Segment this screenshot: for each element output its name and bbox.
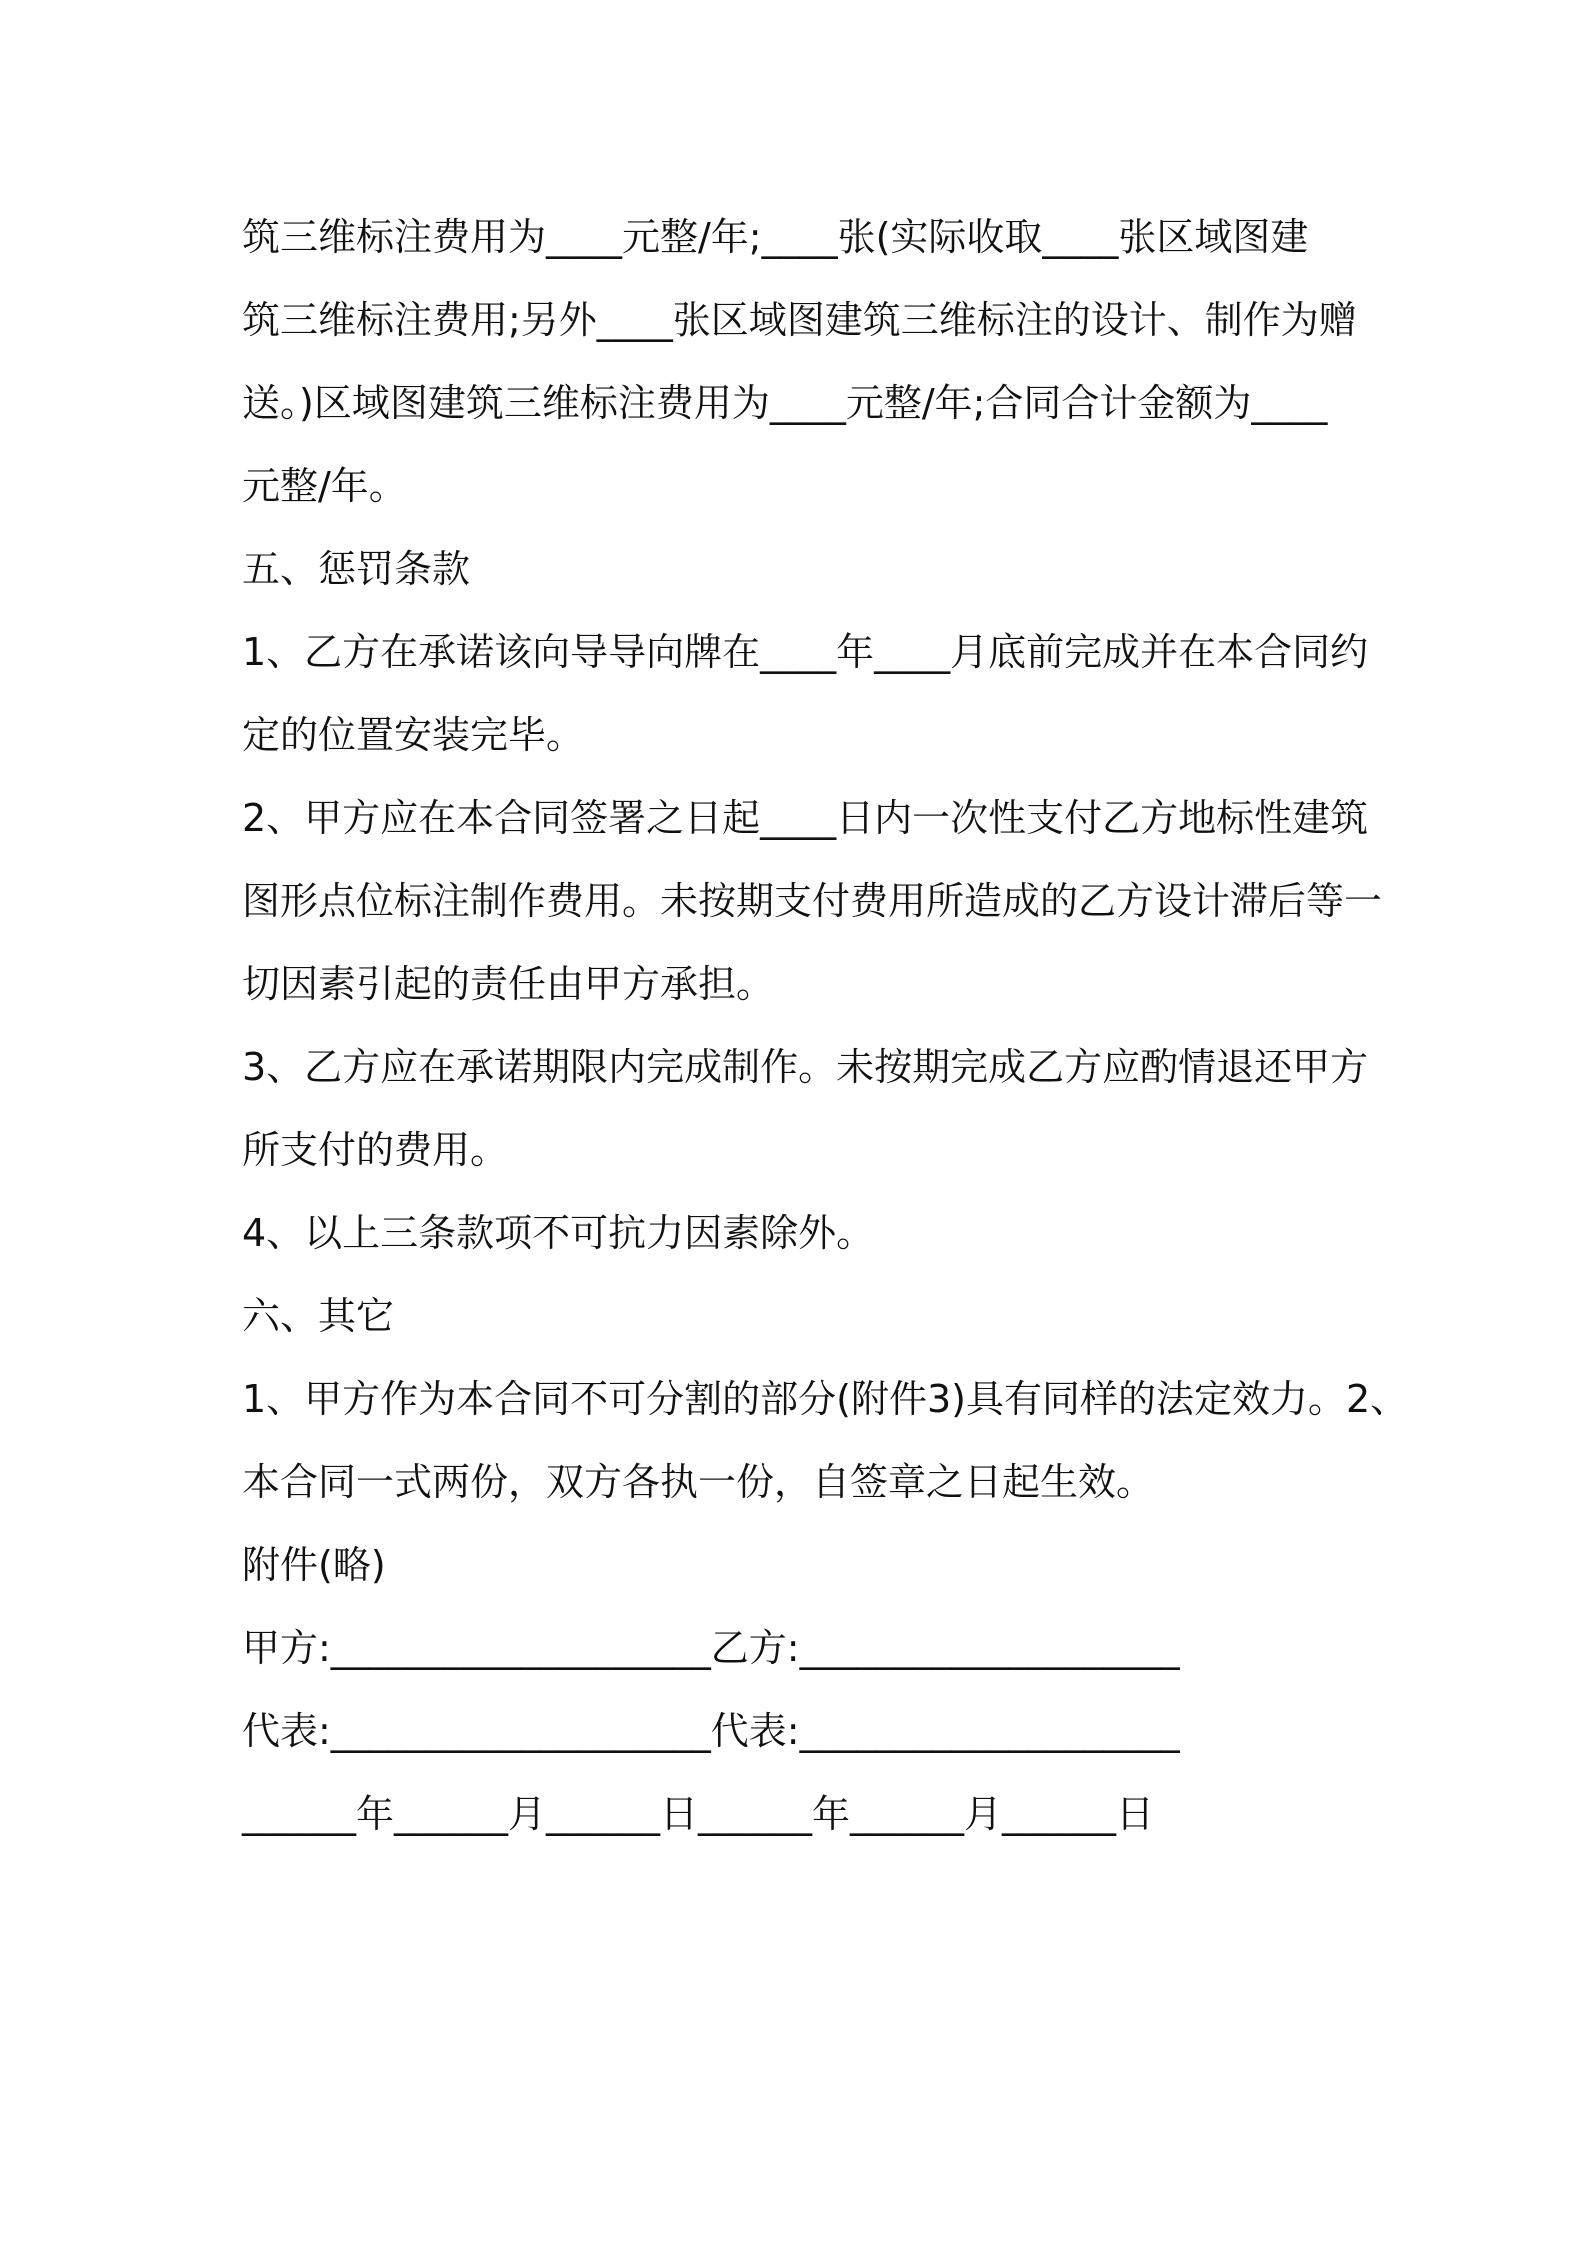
text-line-7: 定的位置安装完毕。 (242, 713, 585, 757)
text-line-1: 筑三维标注费用为____元整/年;____张(实际收取____张区域图建 (242, 215, 1309, 259)
section-heading-other: 六、其它 (242, 1294, 395, 1338)
signature-party-line: 甲方:____________________乙方:____________________ (242, 1626, 1180, 1670)
signature-representative-line: 代表:____________________代表:____________________ (242, 1709, 1180, 1753)
text-line-6: 1、乙方在承诺该向导导向牌在____年____月底前完成并在本合同约 (242, 630, 1369, 674)
text-line-2: 筑三维标注费用;另外____张区域图建筑三维标注的设计、制作为赠 (242, 298, 1357, 342)
text-line-12: 所支付的费用。 (242, 1128, 509, 1172)
text-line-11: 3、乙方应在承诺期限内完成制作。未按期完成乙方应酌情退还甲方 (242, 1045, 1369, 1089)
text-line-3: 送。)区域图建筑三维标注费用为____元整/年;合同合计金额为____ (242, 381, 1328, 425)
text-line-8: 2、甲方应在本合同签署之日起____日内一次性支付乙方地标性建筑 (242, 796, 1369, 840)
text-line-4: 元整/年。 (242, 464, 407, 508)
attachment-note: 附件(略) (242, 1543, 386, 1587)
text-line-16: 本合同一式两份，双方各执一份，自签章之日起生效。 (242, 1460, 1155, 1504)
text-line-9: 图形点位标注制作费用。未按期支付费用所造成的乙方设计滞后等一 (242, 879, 1383, 923)
text-line-13: 4、以上三条款项不可抗力因素除外。 (242, 1211, 875, 1255)
text-line-15: 1、甲方作为本合同不可分割的部分(附件3)具有同样的法定效力。2、 (242, 1377, 1409, 1421)
text-line-10: 切因素引起的责任由甲方承担。 (242, 962, 775, 1006)
section-heading-penalty: 五、惩罚条款 (242, 547, 471, 591)
document-page (242, 196, 1409, 1856)
signature-date-line: ______年______月______日______年______月______日 (242, 1792, 1155, 1836)
